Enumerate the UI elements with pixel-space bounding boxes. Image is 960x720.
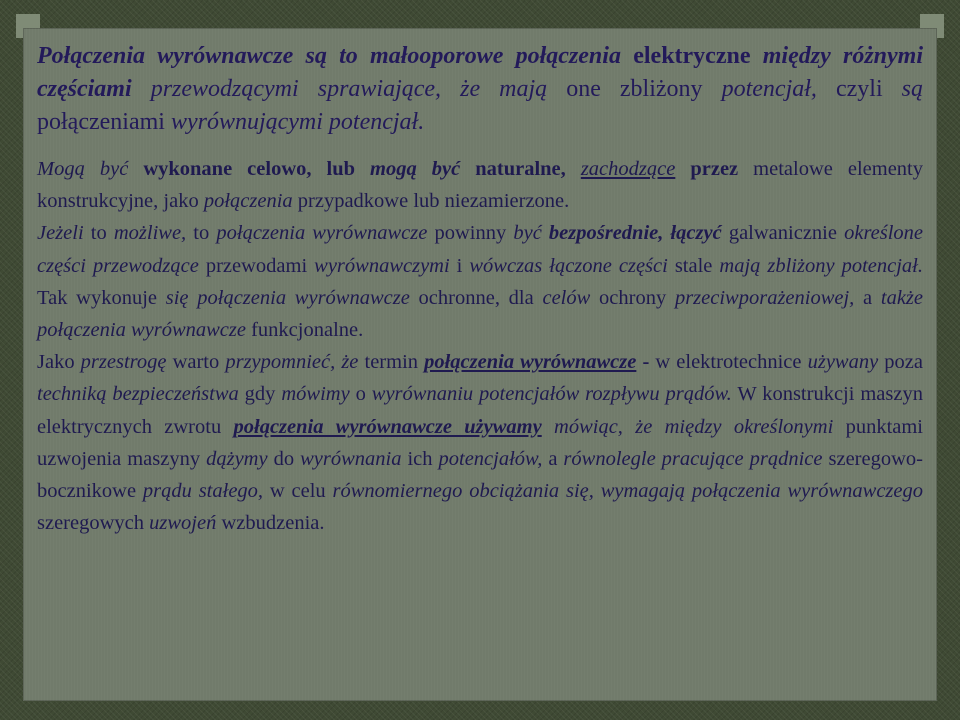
text-run: poza — [878, 351, 923, 374]
text-run: w elektrotechnice — [649, 351, 808, 374]
text-run: zachodzące — [580, 158, 676, 180]
text-run: przewodzącymi sprawiające, że mają — [131, 76, 548, 102]
text-run: ochronne, dla — [409, 286, 543, 309]
text-run: funkcjonalne. — [245, 319, 364, 342]
text-run: wykonane celowo, lub — [143, 158, 356, 180]
text-run — [128, 158, 143, 180]
text-run: prądu stałego, — [142, 480, 264, 503]
text-run: mają zbliżony potencjał. — [719, 254, 923, 277]
text-run: są — [901, 76, 924, 102]
text-run: połączenia — [203, 190, 293, 213]
text-run: do — [267, 447, 301, 470]
text-run: mówiąc, że między określonymi — [554, 415, 834, 438]
text-run: i — [449, 254, 470, 277]
text-run: przestrogę — [80, 351, 167, 374]
text-run: przewodami — [198, 254, 315, 277]
text-run — [542, 416, 554, 438]
text-run: gdy — [238, 383, 282, 406]
text-run: Mogą być — [37, 158, 129, 180]
text-run: powinny — [427, 222, 514, 245]
text-run: mogą być — [370, 158, 461, 180]
text-run: Połączenia wyrównawcze są to małooporowe połączenia — [37, 43, 621, 69]
text-run: bezpośrednie, łączyć — [548, 222, 722, 245]
text-run: także połączenia wyrównawcze — [37, 286, 923, 342]
text-run: połączenia wyrównawcze — [424, 351, 637, 374]
text-run: przypomnieć, że — [225, 351, 359, 374]
text-run: a — [854, 286, 881, 309]
text-run: metalowe elementy konstrukcyjne, jako — [37, 158, 923, 213]
text-run — [542, 222, 549, 244]
text-run: wyrównaniu potencjałów rozpływu prądów. — [371, 383, 732, 406]
text-run: elektryczne — [633, 43, 751, 69]
text-run: w celu — [263, 480, 333, 503]
text-run: a — [542, 447, 564, 470]
text-run: punktami uzwojenia maszyny — [37, 415, 924, 470]
paragraph-details — [37, 153, 923, 539]
text-run: dążymy — [206, 447, 268, 470]
text-run: naturalne, — [475, 158, 566, 180]
text-run: mówimy — [281, 383, 350, 406]
text-run: połączenia wyrównawcze używamy — [233, 415, 542, 438]
text-run: warto — [166, 351, 226, 374]
text-run: uzwojeń — [149, 512, 217, 535]
text-run: możliwe, — [113, 222, 187, 245]
text-run: - — [642, 351, 650, 374]
text-run: połączeniami — [37, 109, 171, 135]
text-run: celów — [542, 286, 591, 309]
text-run — [621, 43, 633, 69]
text-run: używany — [807, 351, 879, 374]
text-run: to — [83, 222, 114, 245]
text-run: wówczas łączone części — [469, 254, 668, 277]
text-run: przez — [690, 158, 739, 180]
text-run: one zbliżony — [547, 76, 722, 102]
text-run: to — [186, 222, 217, 245]
text-run — [675, 158, 690, 180]
text-run: wzbudzenia. — [216, 512, 325, 535]
text-run: połączenia wyrównawcze — [216, 222, 428, 245]
text-run: wyrównującymi potencjał. — [170, 109, 425, 135]
text-run: się połączenia wyrównawcze — [165, 286, 410, 309]
text-run — [355, 158, 370, 180]
text-run: Tak wykonuje — [37, 286, 166, 309]
text-run: potencjał, — [721, 76, 817, 102]
text-run: techniką bezpieczeństwa — [37, 383, 239, 406]
text-run: określone części przewodzące — [37, 222, 924, 277]
text-run: szeregowo-bocznikowe — [37, 447, 923, 503]
text-run: Jako — [37, 351, 81, 374]
paragraph-definition — [37, 40, 923, 139]
text-run: Jeżeli — [37, 222, 84, 245]
text-run: W konstrukcji maszyn elektrycznych zwrotu — [37, 383, 923, 438]
text-run: potencjałów, — [438, 447, 543, 470]
text-run: o — [349, 383, 372, 406]
text-run: ochrony — [590, 286, 675, 309]
text-run: wyrównawczymi — [314, 254, 450, 277]
text-run: równomiernego obciążania się, wymagają połączenia wyrównawczego — [332, 480, 924, 503]
text-run: galwanicznie — [721, 222, 845, 245]
text-run: szeregowych — [37, 512, 150, 535]
text-run: przeciwporażeniowej, — [674, 286, 855, 309]
text-run: między różnymi częściami — [37, 43, 924, 102]
text-run: wyrównania — [300, 447, 402, 470]
text-run — [566, 158, 581, 180]
text-run — [460, 158, 475, 180]
text-run: równolegle pracujące prądnice — [563, 447, 823, 470]
text-run: ich — [401, 447, 439, 470]
text-run: stale — [667, 254, 720, 277]
text-run: termin — [358, 351, 425, 374]
content-panel — [23, 28, 937, 701]
text-run: przypadkowe lub niezamierzone. — [292, 190, 570, 213]
text-run: czyli — [816, 76, 902, 102]
text-run — [751, 43, 763, 69]
text-run: być — [513, 222, 542, 245]
